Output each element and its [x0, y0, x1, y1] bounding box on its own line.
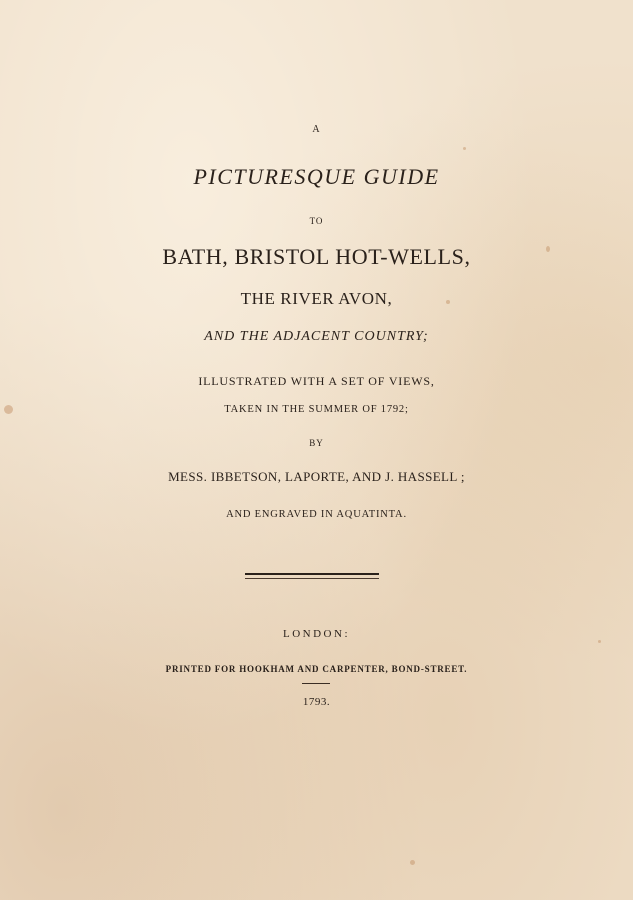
imprint-place: LONDON: [283, 628, 350, 640]
title-line-avon: THE RIVER AVON, [240, 289, 393, 308]
title-line-bath: BATH, BRISTOL HOT-WELLS, [162, 244, 471, 269]
taken-line: TAKEN IN THE SUMMER OF 1792; [224, 404, 409, 415]
title-article: A [312, 124, 321, 135]
title-connector-to: TO [309, 216, 324, 226]
page-title: PICTURESQUE GUIDE [193, 164, 440, 189]
imprint-year: 1793. [302, 696, 331, 708]
small-rule [302, 683, 330, 684]
by-line: BY [309, 438, 324, 448]
imprint-printer: PRINTED FOR HOOKHAM AND CARPENTER, BOND-STREET. [165, 664, 468, 674]
engraved-line: AND ENGRAVED IN AQUATINTA. [226, 509, 407, 520]
title-line-adjacent: AND THE ADJACENT COUNTRY; [204, 329, 429, 344]
decorative-rule [245, 573, 379, 575]
foxing-spot [598, 640, 601, 643]
foxing-spot [410, 860, 415, 865]
foxing-spot [463, 147, 466, 150]
authors-line: MESS. IBBETSON, LAPORTE, AND J. HASSELL ; [168, 469, 465, 484]
illustrated-line: ILLUSTRATED WITH A SET OF VIEWS, [198, 374, 435, 388]
decorative-rule-thin [245, 578, 379, 579]
